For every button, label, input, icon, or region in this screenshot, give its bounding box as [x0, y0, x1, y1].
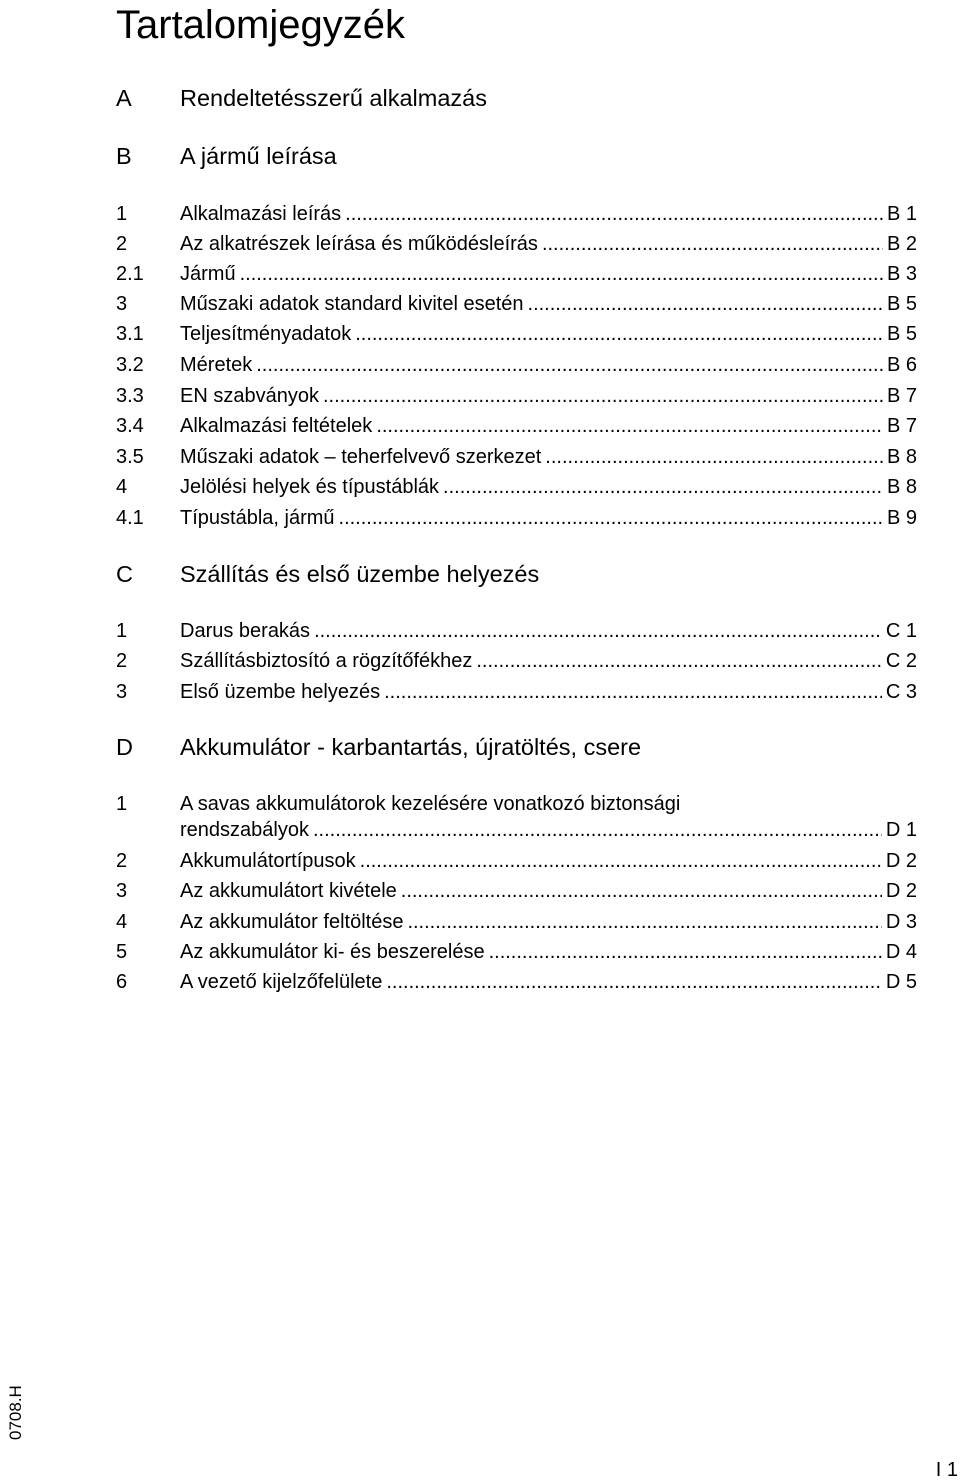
- toc-entry[interactable]: [116, 475, 917, 499]
- dot-leader: [489, 940, 882, 964]
- toc-entry[interactable]: [116, 414, 917, 438]
- section-letter: B: [116, 143, 132, 169]
- entry-page: B 7: [886, 385, 917, 407]
- entry-title: Szállításbiztosító a rögzítőfékhez: [180, 650, 473, 672]
- entry-number: 3.1: [116, 323, 144, 345]
- entry-page: C 3: [885, 681, 917, 703]
- dot-leader: [401, 879, 882, 903]
- entry-number: 4.1: [116, 507, 144, 529]
- entry-title: Jármű: [180, 263, 236, 285]
- dot-leader: [545, 445, 883, 469]
- dot-leader: [407, 910, 881, 934]
- entry-number: 5: [116, 941, 128, 963]
- entry-number: 1: [116, 793, 128, 815]
- entry-page: B 2: [886, 233, 917, 255]
- toc-entry[interactable]: [116, 322, 917, 346]
- dot-leader: [345, 202, 883, 226]
- toc-entry[interactable]: [116, 202, 917, 226]
- dot-leader: [384, 680, 882, 704]
- entry-title: Első üzembe helyezés: [180, 681, 381, 703]
- entry-title: Műszaki adatok standard kivitel esetén: [180, 293, 524, 315]
- entry-title: Alkalmazási feltételek: [180, 415, 373, 437]
- entry-title: Alkalmazási leírás: [180, 203, 342, 225]
- dot-leader: [443, 475, 883, 499]
- entry-page: B 8: [886, 446, 917, 468]
- section-heading-a: [116, 84, 917, 112]
- toc-entry[interactable]: [116, 849, 917, 873]
- toc-entry[interactable]: [116, 940, 917, 964]
- entry-title: rendszabályok: [180, 819, 309, 841]
- dot-leader: [314, 619, 882, 643]
- section-title: Rendeltetésszerű alkalmazás: [180, 85, 487, 111]
- dot-leader: [476, 649, 882, 673]
- toc-entry[interactable]: [116, 619, 917, 643]
- toc-entry[interactable]: [116, 445, 917, 469]
- toc-entry[interactable]: [116, 879, 917, 903]
- entry-page: D 4: [885, 941, 917, 963]
- entry-title: Az akkumulátort kivétele: [180, 880, 397, 902]
- toc-entry[interactable]: [116, 353, 917, 377]
- entry-page: B 5: [886, 323, 917, 345]
- entry-number: 3.2: [116, 354, 144, 376]
- dot-leader: [256, 353, 883, 377]
- entry-number: 3: [116, 293, 128, 315]
- entry-number: 3.4: [116, 415, 144, 437]
- dot-leader: [386, 970, 882, 994]
- entry-number: 3: [116, 880, 128, 902]
- entry-page: D 2: [885, 850, 917, 872]
- entry-page: B 3: [886, 263, 917, 285]
- toc-entry-number-line: [116, 792, 917, 816]
- toc-entry[interactable]: [116, 910, 917, 934]
- entry-number: 1: [116, 620, 128, 642]
- entry-number: 1: [116, 203, 128, 225]
- toc-entry[interactable]: [116, 292, 917, 316]
- entry-title: Darus berakás: [180, 620, 311, 642]
- section-heading-b: [116, 142, 917, 170]
- entry-number: 2.1: [116, 263, 144, 285]
- entry-title-line1: A savas akkumulátorok kezelésére vonatkozó biztonsági: [180, 793, 681, 815]
- toc-entry[interactable]: [116, 680, 917, 704]
- entry-page: B 6: [886, 354, 917, 376]
- section-letter: C: [116, 561, 133, 587]
- entry-page: B 1: [886, 203, 917, 225]
- section-title: Akkumulátor - karbantartás, újratöltés, csere: [180, 734, 642, 760]
- entry-title: Műszaki adatok – teherfelvevő szerkezet: [180, 446, 542, 468]
- section-heading-c: [116, 560, 917, 588]
- entry-number: 2: [116, 233, 128, 255]
- toc-entry[interactable]: [116, 649, 917, 673]
- entry-title: Az akkumulátor feltöltése: [180, 911, 404, 933]
- dot-leader: [355, 322, 883, 346]
- toc-entry[interactable]: [116, 970, 917, 994]
- page-number: I 1: [935, 1459, 958, 1481]
- entry-page: D 2: [885, 880, 917, 902]
- entry-title: EN szabványok: [180, 385, 319, 407]
- entry-title: Az akkumulátor ki- és beszerelése: [180, 941, 485, 963]
- entry-title: Akkumulátortípusok: [180, 850, 356, 872]
- entry-number: 4: [116, 911, 128, 933]
- entry-number: 3: [116, 681, 128, 703]
- document-code: 0708.H: [6, 1385, 25, 1440]
- section-heading-d: [116, 733, 917, 761]
- dot-leader: [376, 414, 883, 438]
- entry-number: 6: [116, 971, 128, 993]
- toc-entry[interactable]: [116, 232, 917, 256]
- dot-leader: [313, 818, 882, 842]
- entry-number: 2: [116, 650, 128, 672]
- entry-number: 3.3: [116, 385, 144, 407]
- entry-title: Típustábla, jármű: [180, 507, 335, 529]
- page-title: Tartalomjegyzék: [116, 3, 406, 47]
- section-letter: A: [116, 85, 132, 111]
- entry-number: 4: [116, 476, 128, 498]
- dot-leader: [542, 232, 883, 256]
- dot-leader: [528, 292, 883, 316]
- entry-number: 2: [116, 850, 128, 872]
- entry-page: C 2: [885, 650, 917, 672]
- entry-page: D 5: [885, 971, 917, 993]
- entry-title: Az alkatrészek leírása és működésleírás: [180, 233, 538, 255]
- entry-page: B 8: [886, 476, 917, 498]
- entry-page: B 7: [886, 415, 917, 437]
- entry-page: C 1: [885, 620, 917, 642]
- section-title: A jármű leírása: [180, 143, 337, 169]
- section-title: Szállítás és első üzembe helyezés: [180, 561, 540, 587]
- entry-title: Teljesítményadatok: [180, 323, 352, 345]
- toc-entry[interactable]: [116, 384, 917, 408]
- toc-entry[interactable]: [116, 818, 917, 842]
- entry-number: 3.5: [116, 446, 144, 468]
- section-letter: D: [116, 734, 133, 760]
- entry-title: Jelölési helyek és típustáblák: [180, 476, 440, 498]
- entry-page: B 9: [886, 507, 917, 529]
- dot-leader: [240, 262, 883, 286]
- dot-leader: [339, 506, 883, 530]
- entry-title: Méretek: [180, 354, 253, 376]
- entry-page: B 5: [886, 293, 917, 315]
- dot-leader: [323, 384, 883, 408]
- entry-page: D 1: [885, 819, 917, 841]
- dot-leader: [360, 849, 882, 873]
- entry-title: A vezető kijelzőfelülete: [180, 971, 383, 993]
- entry-page: D 3: [885, 911, 917, 933]
- toc-entry[interactable]: [116, 262, 917, 286]
- toc-entry[interactable]: [116, 506, 917, 530]
